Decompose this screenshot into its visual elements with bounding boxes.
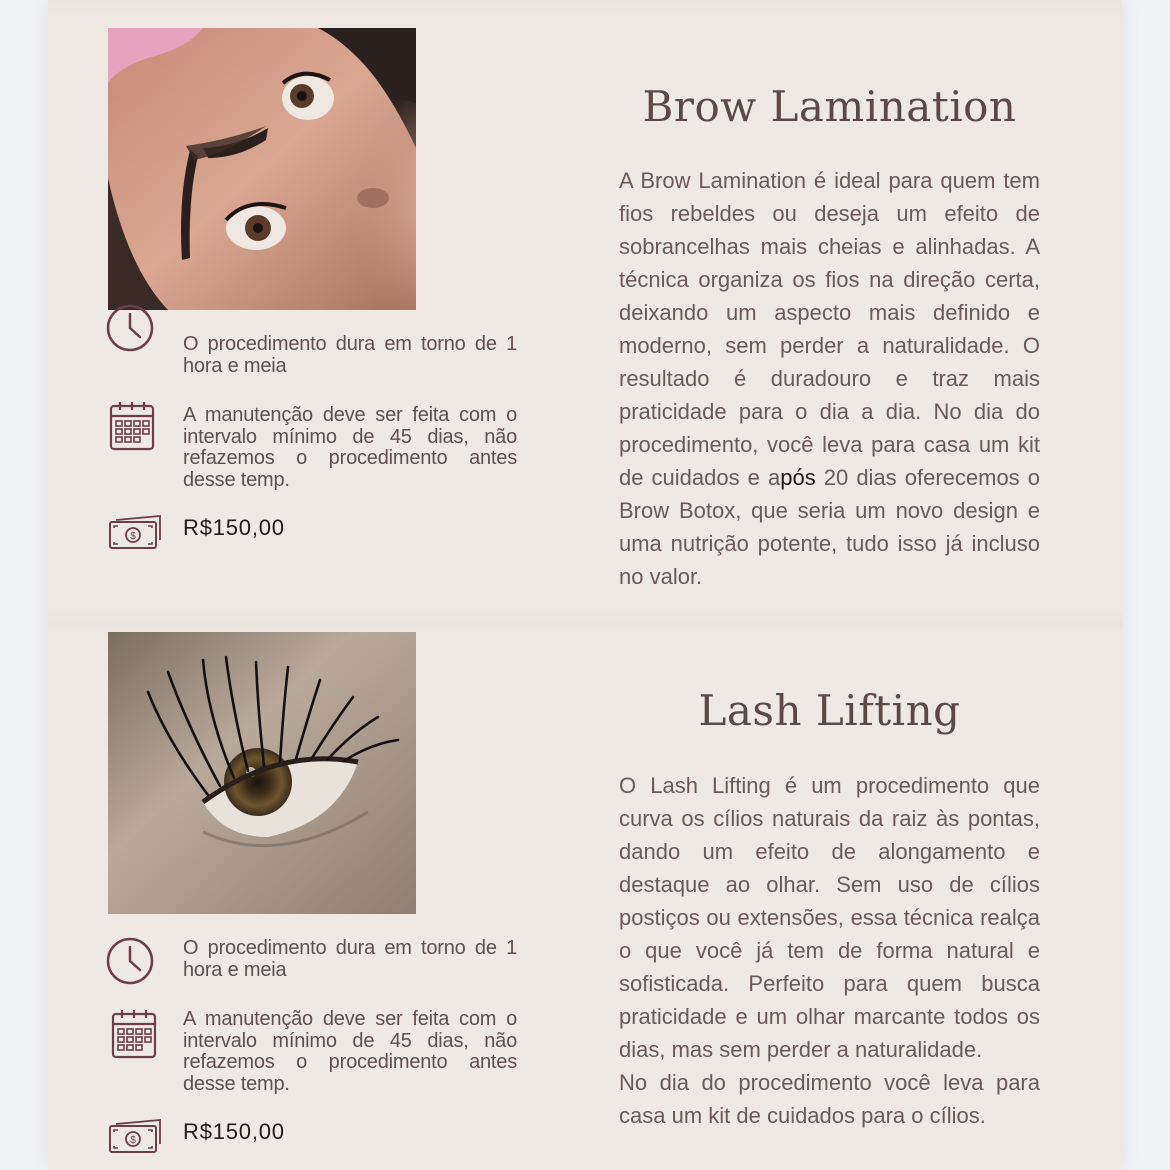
maintenance-text: A manutenção deve ser feita com o intervalo mínimo de 45 dias, não refazemos o procedimento antes desse temp.: [183, 404, 517, 491]
eyebrow-photo: [108, 28, 416, 310]
top-shadow-band: [48, 0, 1122, 28]
svg-text:$: $: [130, 531, 136, 542]
eyelash-photo: [108, 632, 416, 914]
duration-text: O procedimento dura em torno de 1 hora e meia: [183, 937, 517, 981]
section-divider: [48, 610, 1122, 634]
calendar-icon: [108, 400, 156, 457]
duration-text: O procedimento dura em torno de 1 hora e meia: [183, 333, 517, 377]
description-text: A Brow Lamination é ideal para quem tem fios rebeldes ou deseja um efeito de sobrancelhas mais cheias e alinhadas. A técnica organiza os fios na direção certa, deixando um aspecto mais definido e moderno, sem perder a naturalidade. O resultado é duradouro e traz mais praticidade para o dia a dia. No dia do procedimento, você leva para casa um kit de cuidados e a: [619, 168, 1040, 490]
brow-lamination-photo: [108, 28, 416, 310]
calendar-icon: [110, 1008, 158, 1065]
clock-icon: [105, 303, 155, 358]
svg-text:$: $: [130, 1135, 136, 1146]
lash-lifting-photo: [108, 632, 416, 914]
service-title: Lash Lifting: [698, 686, 961, 735]
price-text: R$150,00: [183, 1119, 285, 1144]
description-text-continued: No dia do procedimento você leva para casa um kit de cuidados para o cílios.: [619, 1070, 1040, 1128]
description-highlight: pós: [780, 465, 816, 490]
service-description: [619, 164, 1040, 593]
price-text: R$150,00: [183, 515, 285, 540]
service-description: [619, 769, 1040, 1132]
maintenance-text: A manutenção deve ser feita com o intervalo mínimo de 45 dias, não refazemos o procedimento antes desse temp.: [183, 1008, 517, 1095]
description-text-continued: 20 dias oferecemos o Brow Botox, que seria um novo design e uma nutrição potente, tudo isso já incluso no valor.: [619, 465, 1040, 589]
money-bill-icon: [108, 1118, 162, 1159]
services-card: [48, 0, 1122, 1170]
clock-icon: [105, 936, 155, 991]
service-title: Brow Lamination: [642, 82, 1017, 131]
description-text: O Lash Lifting é um procedimento que curva os cílios naturais da raiz às pontas, dando um efeito de alongamento e destaque ao olhar. Sem uso de cílios postiços ou extensões, essa técnica realça o que você já tem de forma natural e sofisticada. Perfeito para quem busca praticidade e um olhar marcante todos os dias, mas sem perder a naturalidade.: [619, 773, 1040, 1062]
money-bill-icon: [108, 514, 162, 555]
